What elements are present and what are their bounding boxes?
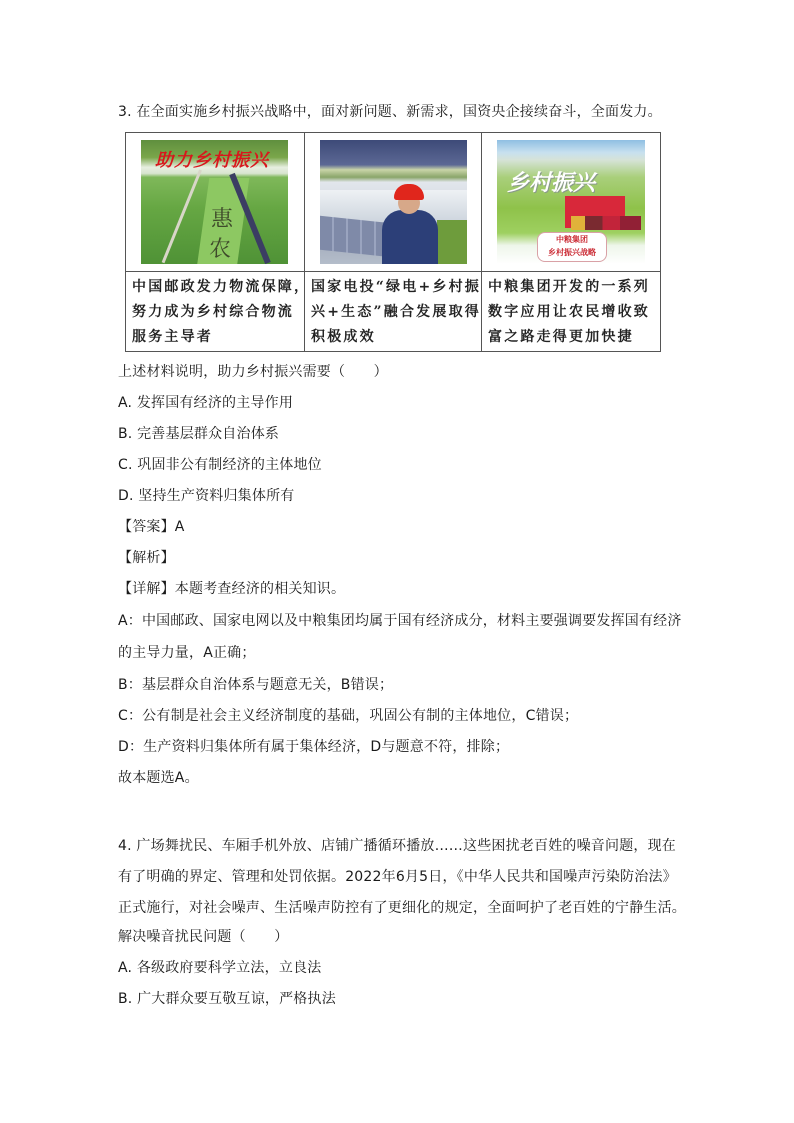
- question-4-stem: 正式施行，对社会噪声、生活噪声防控有了更细化的规定，全面呵护了老百姓的宁静生活。: [118, 900, 686, 916]
- question-4-stem: 4. 广场舞扰民、车厢手机外放、店铺广播循环播放……这些困扰老百姓的噪音问题，现在: [118, 838, 677, 854]
- question-3-prompt: 上述材料说明，助力乡村振兴需要（ ）: [118, 364, 388, 380]
- question-3-stem: 3. 在全面实施乡村振兴战略中，面对新问题、新需求，国资央企接续奋斗，全面发力。: [118, 104, 662, 120]
- question-4-prompt: 解决噪音扰民问题（ ）: [118, 929, 289, 945]
- detail-line: 故本题选A。: [118, 770, 199, 786]
- aerial-fields-image: 助力乡村振兴 惠 农: [141, 140, 288, 264]
- caption-spic: 国家电投“绿电+乡村振 兴+生态”融合发展取得 积极成效: [311, 279, 481, 345]
- detail-line: A：中国邮政、国家电网以及中粮集团均属于国有经济成分，材料主要强调要发挥国有经济: [118, 613, 682, 629]
- option-b: B. 广大群众要互敬互谅，严格执法: [118, 991, 336, 1007]
- option-b: B. 完善基层群众自治体系: [118, 426, 280, 442]
- detail-line: C：公有制是社会主义经济制度的基础，巩固公有制的主体地位，C错误；: [118, 708, 579, 724]
- analysis-label: 【解析】: [118, 550, 175, 566]
- caption-china-post: 中国邮政发力物流保障， 努力成为乡村综合物流 服务主导者: [132, 279, 311, 345]
- detail-line: 【详解】本题考查经济的相关知识。: [118, 581, 346, 597]
- detail-line: D：生产资料归集体所有属于集体经济，D与题意不符，排除；: [118, 739, 510, 755]
- question-4-stem: 有了明确的界定、管理和处罚依据。2022年6月5日，《中华人民共和国噪声污染防治法》: [118, 869, 677, 885]
- detail-line: 的主导力量，A正确；: [118, 645, 256, 661]
- caption-cofco: 中粮集团开发的一系列 数字应用让农民增收致 富之路走得更加快捷: [488, 279, 650, 345]
- cofco-badge: 中粮集团 乡村振兴战略: [537, 232, 607, 262]
- table-divider: [126, 271, 660, 272]
- answer-label: 【答案】A: [118, 519, 185, 535]
- option-c: C. 巩固非公有制经济的主体地位: [118, 457, 322, 473]
- option-a: A. 各级政府要科学立法，立良法: [118, 960, 322, 976]
- table-divider: [481, 133, 482, 351]
- detail-line: B：基层群众自治体系与题意无关，B错误；: [118, 677, 394, 693]
- option-d: D. 坚持生产资料归集体所有: [118, 488, 295, 504]
- material-table: [125, 132, 661, 352]
- option-a: A. 发挥国有经济的主导作用: [118, 395, 294, 411]
- cofco-image: 乡村振兴 中粮集团 乡村振兴战略: [497, 140, 645, 264]
- solar-worker-image: [320, 140, 467, 264]
